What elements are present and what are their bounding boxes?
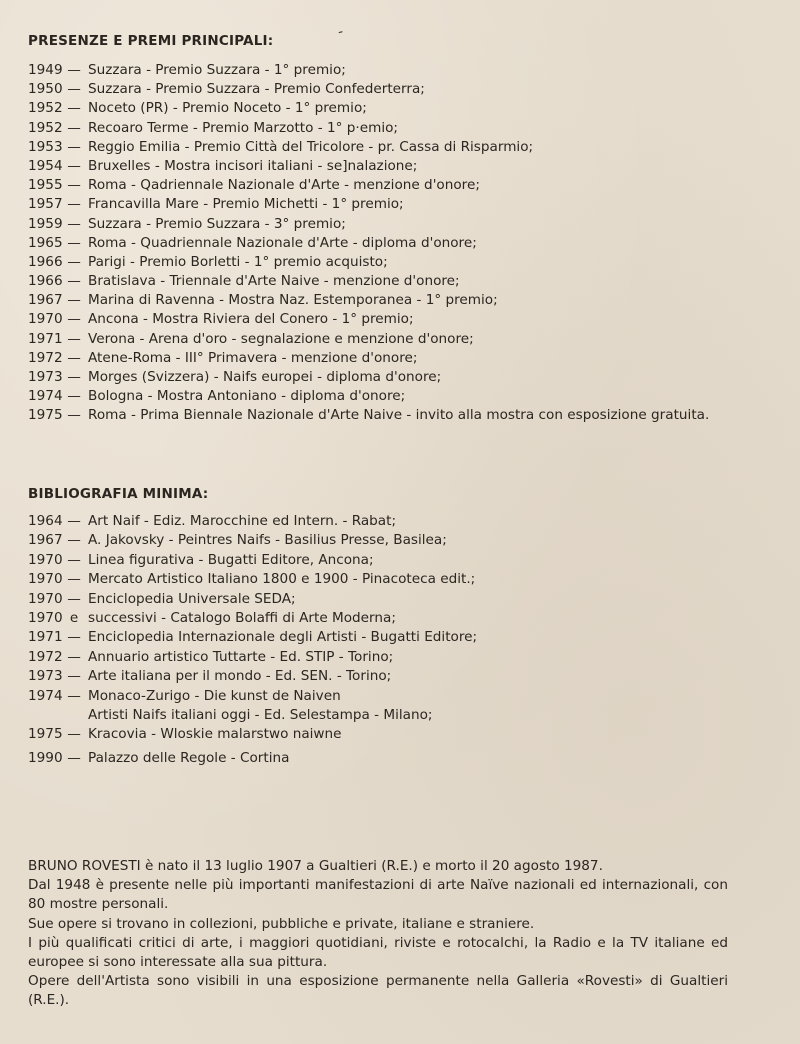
item-text: Arte italiana per il mondo - Ed. SEN. - Torino; <box>88 668 392 685</box>
item-text: Bratislava - Triennale d'Arte Naive - menzione d'onore; <box>88 273 460 290</box>
item-text: Parigi - Premio Borletti - 1° premio acquisto; <box>88 253 388 270</box>
item-year: 1975 <box>28 407 63 424</box>
list-item <box>28 667 477 686</box>
list-item <box>28 61 728 80</box>
item-text: Enciclopedia Universale SEDA; <box>88 590 296 607</box>
item-separator: — <box>67 138 81 155</box>
item-text: Suzzara - Premio Suzzara - 3° premio; <box>88 215 346 232</box>
awards-heading: PRESENZE E PREMI PRINCIPALI: <box>28 33 274 49</box>
item-text: Marina di Ravenna - Mostra Naz. Estemporanea - 1° premio; <box>88 292 498 309</box>
item-text: Kracovia - Wloskie malarstwo naiwne <box>88 726 342 743</box>
item-year: 1974 <box>28 687 63 704</box>
item-year: 1952 <box>28 119 63 136</box>
item-separator: — <box>67 388 81 405</box>
item-separator: — <box>67 311 81 328</box>
list-item <box>28 157 728 176</box>
item-separator: — <box>67 648 81 665</box>
item-text: Suzzara - Premio Suzzara - 1° premio; <box>88 62 346 78</box>
item-year: 1973 <box>28 668 63 685</box>
list-item <box>28 687 477 706</box>
bibliography-heading: BIBLIOGRAFIA MINIMA: <box>28 486 209 502</box>
item-text: successivi - Catalogo Bolaffi di Arte Moderna; <box>88 609 396 626</box>
item-text: Art Naif - Ediz. Marocchine ed Intern. - Rabat; <box>88 513 397 529</box>
artist-biography <box>28 857 728 1011</box>
item-text: Suzzara - Premio Suzzara - Premio Confederterra; <box>88 81 425 98</box>
list-item <box>28 215 728 234</box>
item-text: Morges (Svizzera) - Naifs europei - diploma d'onore; <box>88 369 442 385</box>
item-text: Artisti Naifs italiani oggi - Ed. Selestampa - Milano; <box>88 706 433 723</box>
item-year: 1971 <box>28 629 63 646</box>
list-item <box>28 80 728 99</box>
bio-paragraph: BRUNO ROVESTI è nato il 13 luglio 1907 a Gualtieri (R.E.) e morto il 20 agosto 1987. <box>28 858 603 874</box>
item-year: 1973 <box>28 369 63 385</box>
list-item <box>28 310 728 329</box>
item-separator: — <box>67 369 81 385</box>
item-text: Enciclopedia Internazionale degli Artisti - Bugatti Editore; <box>88 629 478 646</box>
item-separator: — <box>67 292 81 309</box>
item-separator: — <box>67 749 81 766</box>
item-text: Bologna - Mostra Antoniano - diploma d'onore; <box>88 388 406 405</box>
awards-list <box>28 61 728 426</box>
item-separator: — <box>67 177 81 194</box>
item-text: Palazzo delle Regole - Cortina <box>88 749 290 766</box>
list-item <box>28 349 728 368</box>
item-year: 1972 <box>28 349 63 366</box>
item-separator: — <box>67 629 81 646</box>
list-item <box>28 725 477 744</box>
item-year: 1955 <box>28 177 63 194</box>
item-year: 1972 <box>28 648 63 665</box>
item-separator: — <box>67 157 81 174</box>
list-item <box>28 590 477 609</box>
item-text: Annuario artistico Tuttarte - Ed. STIP - Torino; <box>88 648 394 665</box>
item-text: Ancona - Mostra Riviera del Conero - 1° premio; <box>88 311 414 328</box>
list-item <box>28 570 477 589</box>
bibliography-list <box>28 512 477 768</box>
item-year: 1949 <box>28 62 63 78</box>
item-text: Atene-Roma - III° Primavera - menzione d'onore; <box>88 349 418 366</box>
item-text: Bruxelles - Mostra incisori italiani - se]nalazione; <box>88 157 418 174</box>
item-year: 1965 <box>28 234 63 251</box>
item-year: 1966 <box>28 273 63 290</box>
item-separator: — <box>67 330 81 347</box>
item-text: Reggio Emilia - Premio Città del Tricolore - pr. Cassa di Risparmio; <box>88 138 534 155</box>
item-year: 1970 <box>28 590 63 607</box>
item-year: 1970 <box>28 311 63 328</box>
list-item <box>28 138 728 157</box>
list-item <box>28 609 477 628</box>
item-separator: — <box>67 571 81 588</box>
list-item <box>28 330 728 349</box>
item-year: 1975 <box>28 726 63 743</box>
item-separator: — <box>67 590 81 607</box>
list-item <box>28 195 728 214</box>
item-separator: — <box>67 215 81 232</box>
item-text: Verona - Arena d'oro - segnalazione e menzione d'onore; <box>88 330 474 347</box>
item-separator: — <box>67 726 81 743</box>
item-year: 1990 <box>28 749 63 766</box>
item-separator: — <box>67 81 81 98</box>
item-separator: — <box>67 407 81 424</box>
item-year: 1953 <box>28 138 63 155</box>
bio-paragraph: Opere dell'Artista sono visibili in una esposizione permanente nella Galleria «Rovesti» di Gualtieri (R.E.). <box>28 973 728 1009</box>
list-item <box>28 272 728 291</box>
item-separator: — <box>67 273 81 290</box>
list-item <box>28 99 728 118</box>
list-item <box>28 512 477 531</box>
item-separator: e <box>69 609 79 626</box>
item-text: Linea figurativa - Bugatti Editore, Ancona; <box>88 551 374 568</box>
list-item <box>28 387 728 406</box>
item-year: 1952 <box>28 100 63 117</box>
list-item <box>28 531 477 550</box>
item-separator: — <box>67 100 81 117</box>
list-item <box>28 368 728 387</box>
item-year: 1959 <box>28 215 63 232</box>
list-item <box>28 648 477 667</box>
list-item <box>28 119 728 138</box>
item-separator: — <box>67 196 81 213</box>
bio-paragraph: Sue opere si trovano in collezioni, pubbliche e private, italiane e straniere. <box>28 915 535 932</box>
list-item <box>28 176 728 195</box>
item-year: 1966 <box>28 253 63 270</box>
item-year: 1967 <box>28 292 63 309</box>
item-text: Noceto (PR) - Premio Noceto - 1° premio; <box>88 100 367 117</box>
item-separator: — <box>67 349 81 366</box>
list-item <box>28 234 728 253</box>
list-item <box>28 749 477 768</box>
item-year: 1970 <box>28 551 63 568</box>
item-text: Recoaro Terme - Premio Marzotto - 1° p·emio; <box>88 119 398 136</box>
item-year: 1967 <box>28 532 63 549</box>
item-text: A. Jakovsky - Peintres Naifs - Basilius Presse, Basilea; <box>88 532 447 549</box>
item-year: 1974 <box>28 388 63 405</box>
list-item <box>28 628 477 647</box>
item-separator: — <box>67 551 81 568</box>
list-item <box>28 706 477 725</box>
item-separator: — <box>67 668 81 685</box>
item-text: Francavilla Mare - Premio Michetti - 1° premio; <box>88 196 404 213</box>
item-separator: — <box>67 119 81 136</box>
item-year: 1957 <box>28 196 63 213</box>
item-year: 1950 <box>28 81 63 98</box>
bio-paragraph: Dal 1948 è presente nelle più importanti manifestazioni di arte Naïve nazionali ed internazionali, con 80 mostre personali. <box>28 877 728 913</box>
item-separator: — <box>67 513 81 529</box>
item-year: 1970 <box>28 609 63 626</box>
item-text: Roma - Quadriennale Nazionale d'Arte - diploma d'onore; <box>88 234 477 251</box>
item-separator: — <box>67 62 81 78</box>
item-text: Roma - Qadriennale Nazionale d'Arte - menzione d'onore; <box>88 177 480 194</box>
item-separator: — <box>67 532 81 549</box>
list-item <box>28 551 477 570</box>
item-year: 1971 <box>28 330 63 347</box>
list-item <box>28 291 728 310</box>
item-separator: — <box>67 253 81 270</box>
list-item <box>28 253 728 272</box>
item-separator: — <box>67 687 81 704</box>
item-text: Mercato Artistico Italiano 1800 e 1900 - Pinacoteca edit.; <box>88 571 476 588</box>
bio-paragraph: I più qualificati critici di arte, i maggiori quotidiani, riviste e rotocalchi, la Radio e la TV italiane ed europee si sono interessate alla sua pittura. <box>28 934 728 971</box>
item-text: Roma - Prima Biennale Nazionale d'Arte Naive - invito alla mostra con esposizione gratuita. <box>88 407 710 424</box>
item-year: 1970 <box>28 571 63 588</box>
item-year: 1954 <box>28 157 63 174</box>
pen-mark: - <box>336 23 346 41</box>
item-text: Monaco-Zurigo - Die kunst de Naiven <box>88 687 341 704</box>
list-item <box>28 406 728 425</box>
item-separator: — <box>67 234 81 251</box>
item-year: 1964 <box>28 513 63 529</box>
